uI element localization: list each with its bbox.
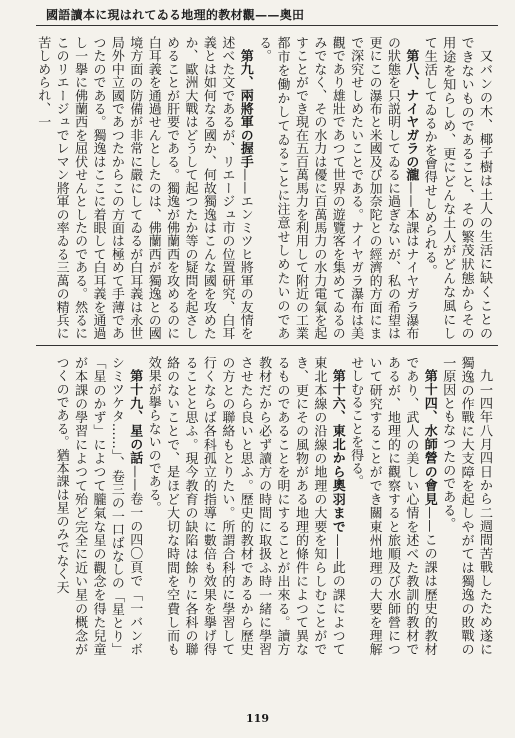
section-16 [143, 356, 345, 656]
section-8 [254, 36, 420, 340]
running-header: 國語讀本に現はれてゐる地理的教材觀——奥田 [46, 8, 305, 22]
section-8-body: ——本課はナイヤガラ瀑布の狀態を只説明してゐるに過ぎないが、私の希望は更にこの瀑布と米國及び加奈陀との經濟的方面にまで深究せしめたいことである。ナイヤガラ瀑布は美觀であり雄壯であつて世界の遊覽客を集めてゐるのみでなく、その水力は優に百萬馬力の水力電氣を起すことができ現在五百萬馬力を利用して附近の工業都市を働かしてゐることに注意せしめたいのである。 [256, 36, 419, 340]
section-19-body: ——卷一の四〇頁で「一バンボシミツケタ……」、卷三の一口ばなしの「星とり」「星のかず」によつて朧氣な星の觀念を得た兒童が本課の學習によつて殆ど完全に近い星の概念がつくのである。猶本課は星のみでなく天 [53, 356, 143, 656]
section-9-body: ——エンミツヒ將軍の友情を述べた文であるが、リエージュ市の位置研究、白耳義とは如何なる國か、何故獨逸はこんな國を攻めたか、歐洲大戰はどうして起つたか等の疑問を起さしめることが肝要である。獨逸が佛蘭西を攻めるのに白耳義を通過せんとしたのは、佛蘭西が獨逸との國境方面の防備が非常に嚴にしてゐるが白耳義は永世局外中立國であつたからこの方面は極めて手薄であつたのである。獨逸はここに着眼して白耳義を通過し一擧に佛蘭西を屈伏せんとしたのである。然るにこのリエージュでレマン將軍の率ゐる三萬の精兵に苦しめられ、一 [35, 36, 253, 340]
continuation-paragraph: 九一四年八月四日から二週間苦戰したため遂に獨逸の作戰に大支障を起しやがては獨逸の敗戰の一原因ともなつたのである。 [440, 356, 492, 656]
section-14-body: ——この課は歷史的教材であり、武人の美しい心情を述べた教訓的教材であるが、地理的に觀察すると旅順及び水師營について研究することができ關東州地理の大要を理解せしむることを得る。 [348, 356, 437, 656]
section-16-body: ——此の課によつて東北本線の沿線の地理の大要を知らしむことができ、更にその風物がある地理的條件によつて異なるものであることを明にすることが出來る。讀方教材だから必ず讀方の時間に取扱ふ時一緒に學習させたら良いと思ふ。歷史的教材であるから歷史の方との聯絡もとりたい。所謂合科的に學習して行くならば各科孤立的指導に數倍も效果を擧げ得ることと思ふ。現今教育の缺陷は餘りに各科の聯絡のないことで、是ほど大切な時間を空費し而も效果が擧らないのである。 [145, 356, 345, 656]
section-19 [51, 356, 143, 656]
section-19-heading: 第十九、星の話 [127, 369, 143, 466]
section-16-heading: 第十六、東北から奧羽まで [329, 369, 345, 534]
lower-text-block [31, 356, 493, 656]
upper-text-block [31, 36, 493, 340]
section-8-heading: 第八、ナイヤガラの瀧 [403, 49, 419, 182]
section-9-heading: 第九、兩將軍の握手 [237, 49, 253, 169]
section-14-heading: 第十四、水師營の會見 [421, 369, 437, 507]
header-rule [36, 25, 498, 26]
section-9 [33, 36, 254, 340]
section-14 [346, 356, 438, 656]
intro-paragraph: 又バンの木、椰子樹は土人の生活に缺くことのできないものであること、その繁茂狀態からその用途を知らしめ、更にどんな土人がどんな風にして生活してゐるかを會得せしめられる。 [421, 36, 492, 340]
page-number: 119 [246, 712, 269, 725]
middle-rule [36, 345, 498, 346]
